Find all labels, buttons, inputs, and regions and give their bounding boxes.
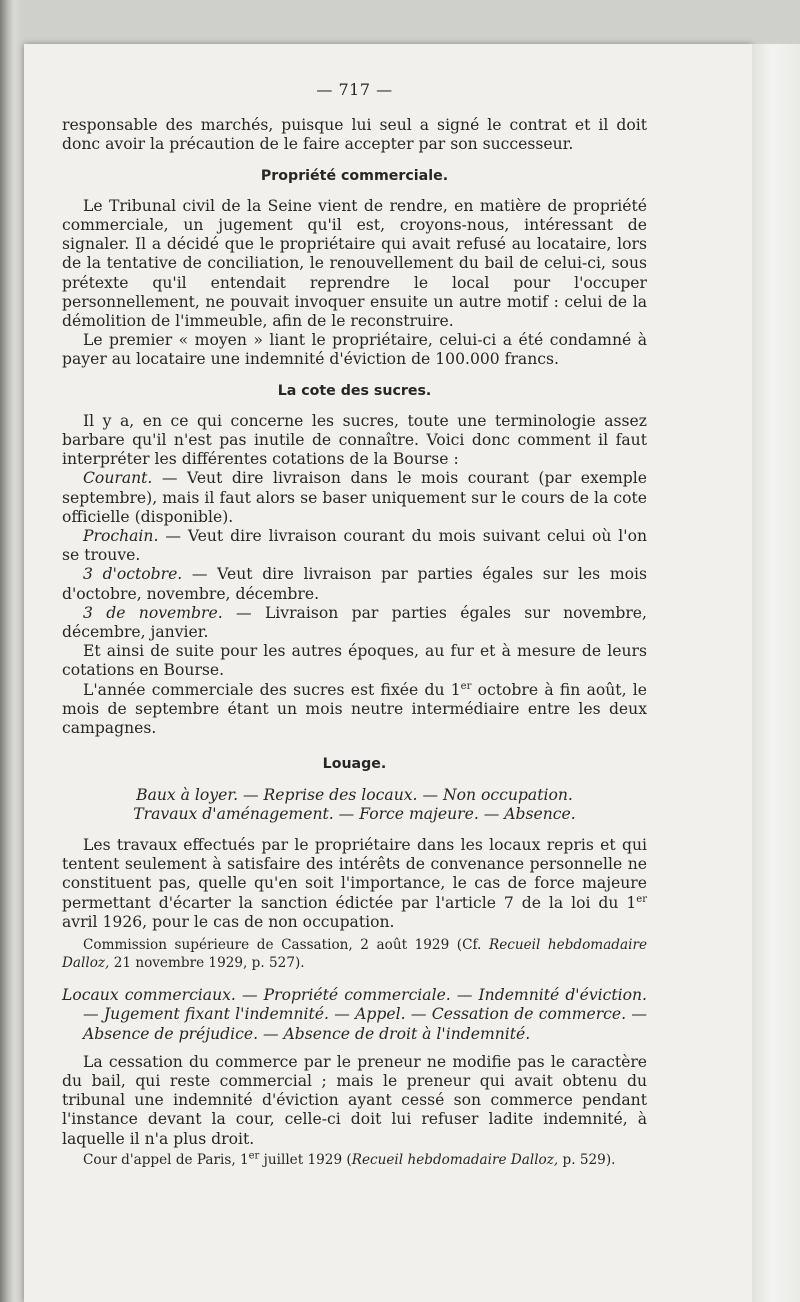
paragraph: Et ainsi de suite pour les autres époques, au fur et à mesure de leurs cotations en Bourse. [62,642,647,680]
text-run: juillet 1929 ( [259,1151,352,1168]
list-item [62,469,647,527]
page-number: — 717 — [316,80,393,99]
text-run: Cour d'appel de Paris, 1 [83,1151,249,1168]
paragraph: Le Tribunal civil de la Seine vient de rendre, en matière de propriété commerciale, un jugement qu'il est, croyons-nous, intéressant de signaler. Il a décidé que le propriétaire qui avait refusé au locataire, lors de la tentative de conciliation, le renouvellement du bail de celui-ci, sous prétexte qu'il entendait reprendre le local pour l'occuper personnellement, ne pouvait invoquer ensuite un autre motif : celui de la démolition de l'immeuble, afin de le reconstruire. [62,196,647,331]
text-run: Les travaux effectués par le propriétaire dans les locaux repris et qui tentent seulement à satisfaire des intérêts de convenance personnelle ne constituent pas, quelle qu'en soit l'importance, le cas de force majeure permettant d'écarter la sanction édictée par l'article 7 de la loi du 1 [62,835,647,912]
journal-title: Recueil hebdomadaire Dalloz, [351,1151,559,1168]
term: 3 d'octobre. [83,565,183,584]
list-item [62,527,647,565]
paragraph: Le premier « moyen » liant le propriétaire, celui-ci a été condamné à payer au locataire une indemnité d'éviction de 100.000 francs. [62,331,647,369]
superscript: er [460,680,472,692]
page-text [62,80,647,1169]
text-run: octobre à fin août, le mois de septembre étant un mois neutre intermédiaire entre les deux campagnes. [62,680,648,738]
text-run: p. 529). [558,1151,616,1168]
heading-cote-des-sucres: La cote des sucres. [277,382,432,399]
subheading: Locaux commerciaux. — Propriété commerciale. — Indemnité d'éviction. — Jugement fixant l'indemnité. — Appel. — Cessation de commerce. — Absence de préjudice. — Absence de droit à l'indemnité. [62,986,647,1043]
heading-louage: Louage. [322,756,387,773]
subheading: Travaux d'aménagement. — Force majeure. — Absence. [133,804,576,823]
term-definition: — Veut dire livraison courant du mois suivant celui où l'on se trouve. [62,527,647,565]
list-item [62,565,647,603]
text-run: L'année commerciale des sucres est fixée du 1 [83,680,461,699]
term-definition: — Veut dire livraison par parties égales sur les mois d'octobre, novembre, décembre. [62,565,647,603]
list-item [62,604,647,642]
intro-paragraph: responsable des marchés, puisque lui seul a signé le contrat et il doit donc avoir la précaution de le faire accepter par son successeur. [62,116,647,154]
source-citation [62,1152,647,1170]
heading-propriete-commerciale: Propriété commerciale. [260,167,449,184]
text-run: 21 novembre 1929, p. 527). [109,954,305,971]
paragraph [62,681,647,739]
term: Courant. [83,469,153,488]
term: 3 de novembre. [83,603,223,622]
journal-title: Recueil hebdomadaire Dalloz, [62,936,647,971]
subheading-block [62,986,647,1044]
superscript: er [248,1150,260,1162]
text-run: Commission supérieure de Cassation, 2 août 1929 (Cf. [83,936,489,953]
paragraph [62,836,647,932]
paragraph: Il y a, en ce qui concerne les sucres, toute une terminologie assez barbare qu'il n'est pas inutile de connaître. Voici donc comment il faut interpréter les différentes cotations de la Bourse : [62,411,647,469]
term: Prochain. [83,527,159,546]
page-edge-shadow [752,44,800,1302]
term-definition: — Livraison par parties égales sur novembre, décembre, janvier. [62,603,647,642]
text-run: avril 1926, pour le cas de non occupation. [62,912,395,931]
paragraph: La cessation du commerce par le preneur ne modifie pas le caractère du bail, qui reste commercial ; mais le preneur qui avait obtenu du tribunal une indemnité d'éviction ayant cessé son commerce pendant l'instance devant la cour, celle-ci doit lui refuser ladite indemnité, à laquelle il n'a plus droit. [62,1052,647,1148]
superscript: er [636,893,647,905]
subheading: Baux à loyer. — Reprise des locaux. — Non occupation. [136,785,573,804]
source-citation [62,937,647,972]
term-definition: — Veut dire livraison dans le mois courant (par exemple septembre), mais il faut alors se baser uniquement sur le cours de la cote officielle (disponible). [62,469,647,526]
